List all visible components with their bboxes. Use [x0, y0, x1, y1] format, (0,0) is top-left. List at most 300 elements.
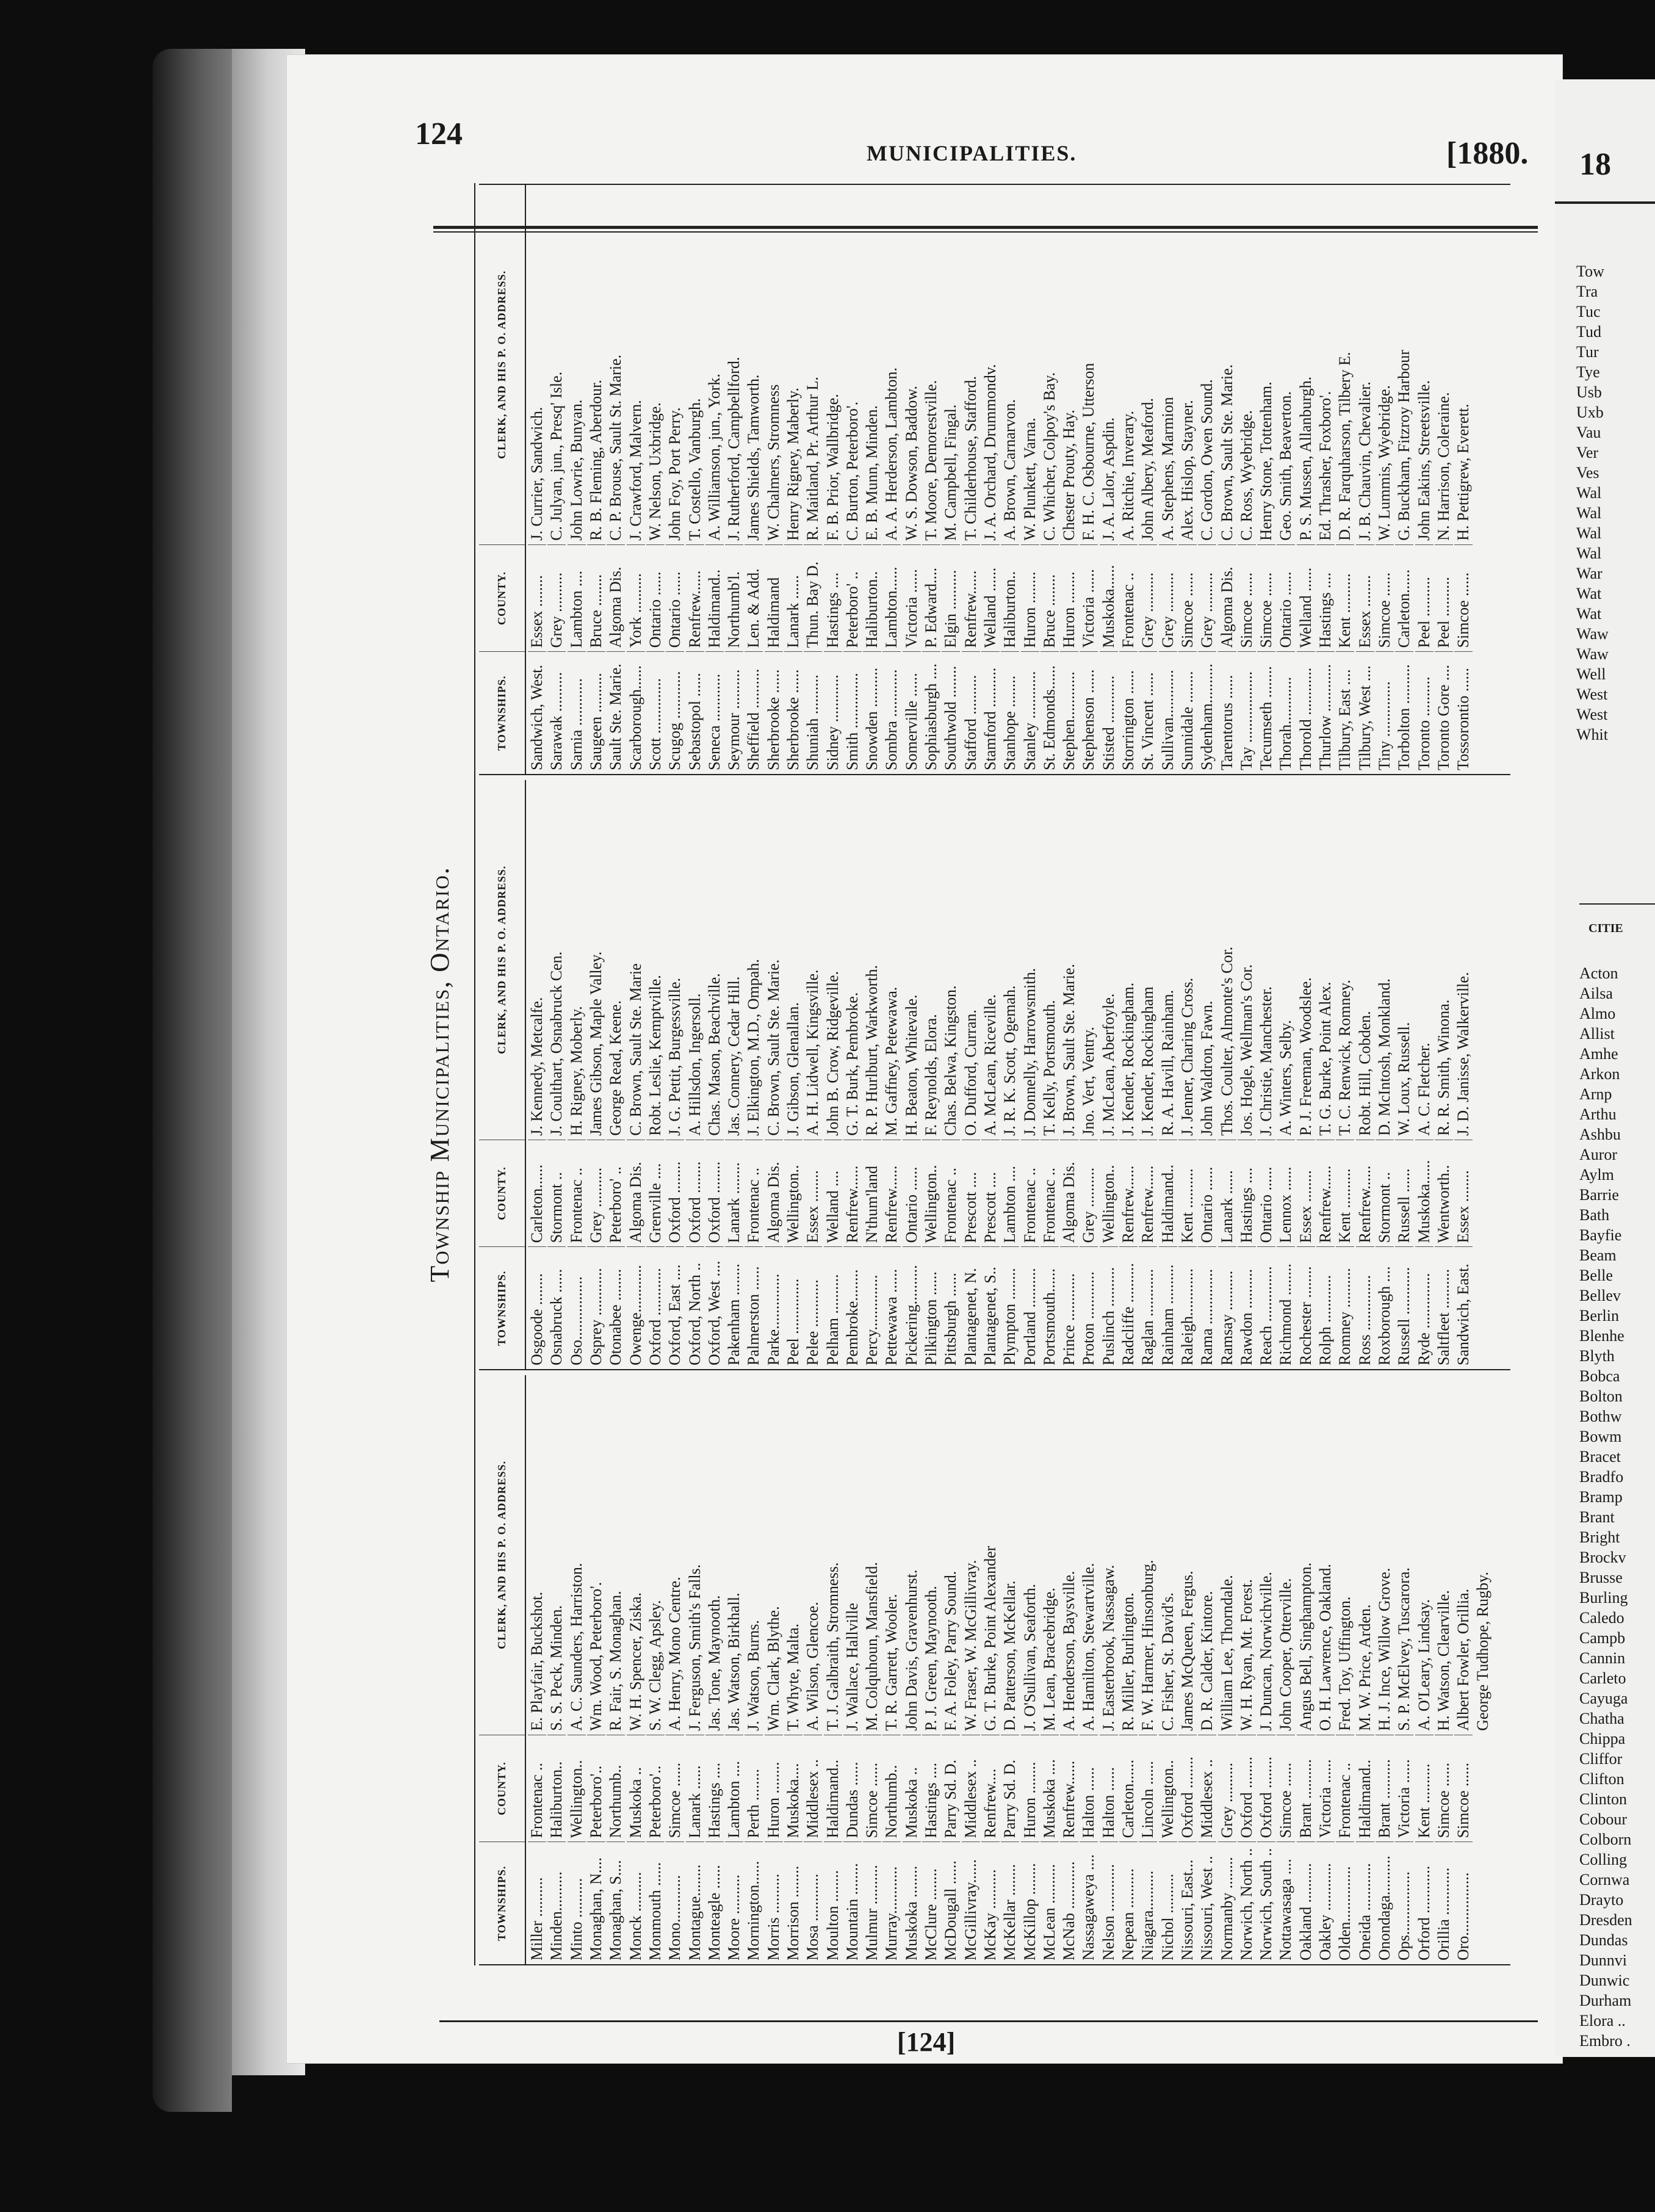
township-cell: Mono............ [666, 1842, 684, 1964]
table-row [1296, 780, 1316, 1369]
county-cell: Algoma Dis. [765, 1140, 783, 1247]
county-cell: Stormont .. [547, 1140, 566, 1247]
clerk-cell: A. O'Leary, Lindsay. [1415, 1599, 1433, 1731]
county-cell: Simcoe ...... [1454, 1735, 1473, 1842]
county-cell: Frontenac .. [1119, 544, 1138, 652]
table-row [1355, 185, 1374, 774]
county-cell: Welland .... [824, 1140, 842, 1247]
county-cell: Lanark ...... [1218, 1140, 1236, 1247]
township-cell: Sherbrooke ...... [784, 651, 802, 774]
clerk-cell: F. A. Foley, Parry Sound. [942, 1570, 960, 1731]
running-title: MUNICIPALITIES. [867, 141, 1077, 165]
county-cell: Frontenac .. [745, 1140, 763, 1247]
county-cell: Kent .......... [1415, 1735, 1433, 1842]
table-row [902, 1375, 921, 1964]
clerk-cell: J. Currier, Sandwich. [528, 407, 546, 541]
list-item: Cannin [1579, 1649, 1626, 1667]
table-row [921, 1375, 941, 1964]
county-cell: Muskoka .. [627, 1735, 645, 1842]
list-item: Blenhe [1579, 1327, 1624, 1345]
township-cell: Ross .............. [1356, 1246, 1374, 1369]
clerk-cell: C. Ross, Wyebridge. [1237, 410, 1255, 541]
list-item: Brusse [1579, 1569, 1623, 1586]
table-row [744, 1375, 763, 1964]
table-block [479, 1375, 1510, 1965]
clerk-cell: D. McIntosh, Monkland. [1375, 978, 1393, 1136]
list-item: Wat [1576, 605, 1602, 623]
table-row [1296, 185, 1316, 774]
table-row [1237, 185, 1257, 774]
col-clerk: CLERK, AND HIS P. O. ADDRESS. [496, 1460, 508, 1649]
clerk-cell: John Waldron, Fawn. [1198, 1000, 1216, 1136]
county-cell: Simcoe ...... [1277, 1735, 1295, 1842]
clerk-cell: A. C. Saunders, Harriston. [567, 1563, 585, 1731]
county-cell: Ontario ...... [1277, 544, 1295, 652]
clerk-cell: Albert Fowler, Orillia. [1454, 1588, 1473, 1731]
table-row [1079, 780, 1098, 1369]
township-cell: Nelson ............ [1100, 1842, 1118, 1964]
clerk-cell: M. Campbell, Fingal. [942, 404, 960, 541]
clerk-cell: J. A. Orchard, Drummondv. [981, 364, 999, 541]
table-row [823, 1375, 842, 1964]
county-cell: Huron ........ [1021, 544, 1039, 652]
table-row [1119, 185, 1138, 774]
township-cell: Nichol .......... [1159, 1842, 1177, 1964]
township-cell: Sherbrooke ...... [765, 651, 783, 774]
clerk-cell: Jas. Tone, Maynooth. [705, 1595, 723, 1731]
county-cell: Russell ...... [1395, 1140, 1413, 1247]
township-cell: Stephen............ [1060, 651, 1078, 774]
table-row [882, 185, 901, 774]
table-row [705, 185, 724, 774]
county-cell: Hastings .... [922, 1735, 940, 1842]
clerk-cell: J. Duncan, Norwichville. [1257, 1572, 1275, 1731]
clerk-cell: Robt. Leslie, Kemptville. [646, 975, 664, 1136]
table-row [705, 780, 724, 1369]
county-cell: Simcoe ...... [1238, 544, 1256, 652]
list-item: Elora .. [1579, 2012, 1626, 2029]
township-cell: Plantagenet, S.. [981, 1246, 1000, 1369]
township-cell: Rainham .......... [1159, 1246, 1177, 1369]
list-item: Cornwa [1579, 1871, 1630, 1889]
county-cell: Renfrew...... [1356, 1140, 1374, 1247]
county-cell: Renfrew...... [1316, 1140, 1335, 1247]
list-item: Bright [1579, 1528, 1620, 1546]
county-cell: Oxford ........ [1257, 1735, 1275, 1842]
clerk-cell: Chester Prouty, Hay. [1060, 410, 1078, 541]
table-row [1394, 780, 1414, 1369]
table-row [784, 780, 803, 1369]
table-row [586, 780, 606, 1369]
clerk-cell: Chas. Belwa, Kingston. [942, 985, 960, 1136]
township-cell: Thorah............ [1277, 651, 1295, 774]
list-item: Embro . [1579, 2032, 1631, 2050]
township-cell: Scarborough...... [627, 651, 645, 774]
township-cell: Snowden .......... [863, 651, 881, 774]
county-cell: Prescott .... [962, 1140, 980, 1247]
list-item: Caledo [1579, 1609, 1624, 1627]
county-cell: Victoria ...... [1395, 1735, 1413, 1842]
list-item: Blyth [1579, 1347, 1615, 1365]
county-cell: Dundas ...... [843, 1735, 862, 1842]
clerk-cell: Wm. Clark, Blythe. [764, 1606, 782, 1731]
clerk-cell: G. T. Burke, Point Alexander [981, 1545, 999, 1731]
clerk-cell: R. R. Smith, Winona. [1434, 999, 1452, 1136]
clerk-cell: William Lee, Thorndale. [1217, 1575, 1236, 1731]
county-cell: Carleton...... [1395, 544, 1413, 652]
county-cell: Haliburton.. [547, 1735, 566, 1842]
clerk-cell: Fred. Toy, Uffington. [1336, 1596, 1354, 1731]
township-cell: Stephenson ...... [1080, 651, 1098, 774]
county-cell: Simcoe ...... [1376, 544, 1394, 652]
county-cell: Haldimand.. [824, 1735, 842, 1842]
clerk-cell: J. D. Janisse, Walkerville. [1454, 972, 1473, 1136]
table-row [961, 1375, 981, 1964]
column-header [479, 1375, 526, 1964]
table-row [1040, 780, 1059, 1369]
county-cell: Peterboro' .. [843, 544, 862, 652]
table-row [1099, 780, 1119, 1369]
township-cell: Ryde .............. [1415, 1246, 1433, 1369]
table-row [1000, 1375, 1020, 1964]
table-row [1237, 780, 1257, 1369]
county-cell: Peel .......... [1415, 544, 1433, 652]
county-cell: Kent .......... [1336, 544, 1354, 652]
township-cell: Proton ............ [1080, 1246, 1098, 1369]
county-cell: Algoma Dis. [1060, 1140, 1078, 1247]
county-cell: Lanark ...... [686, 1735, 704, 1842]
list-item: Almo [1579, 1005, 1616, 1022]
table-row [1434, 780, 1454, 1369]
table-row [981, 1375, 1000, 1964]
county-cell: Renfrew...... [843, 1140, 862, 1247]
clerk-cell: E. Playfair, Buckshot. [528, 1591, 546, 1731]
table-row [1020, 780, 1039, 1369]
county-cell: Haldimand.. [705, 544, 724, 652]
clerk-cell: T. Kelly, Portsmouth. [1040, 1000, 1058, 1136]
table-block [479, 184, 1510, 775]
table-row [1237, 1375, 1257, 1964]
clerk-cell: J. Elkington, M.D., Ompah. [745, 959, 763, 1136]
county-cell: Renfrew.... [981, 1735, 1000, 1842]
township-cell: Osprey ............ [587, 1246, 605, 1369]
list-item: Brant [1579, 1508, 1615, 1526]
table-row [843, 1375, 862, 1964]
clerk-cell: W. Chalmers, Stromness [764, 384, 782, 541]
clerk-cell: T. Whyte, Malta. [784, 1623, 802, 1731]
township-cell: Rolph ............ [1316, 1246, 1335, 1369]
clerk-cell: J. Coulthart, Osnabruck Cen. [547, 951, 566, 1136]
township-cell: Sandwich, West. [528, 651, 546, 774]
table-row [1138, 185, 1158, 774]
table-row [941, 185, 961, 774]
township-cell: Moore .......... [725, 1842, 743, 1964]
township-cell: Pilkington ...... [922, 1246, 940, 1369]
footer-rule [439, 2020, 1538, 2022]
county-cell: Prescott .... [981, 1140, 1000, 1247]
list-item: Ailsa [1579, 985, 1613, 1002]
township-cell: Miller .......... [528, 1842, 546, 1964]
table-row [1217, 780, 1236, 1369]
county-cell: Middlesex .. [1198, 1735, 1216, 1842]
county-cell: Grey .......... [587, 1140, 605, 1247]
rotated-table [424, 183, 1513, 1965]
county-cell: Welland ...... [981, 544, 1000, 652]
list-item: Aylm [1579, 1166, 1614, 1184]
township-cell: Sidney ............ [824, 651, 842, 774]
list-item: Bradfo [1579, 1468, 1624, 1486]
township-cell: Owenge............ [627, 1246, 645, 1369]
table-row [567, 1375, 586, 1964]
county-cell: Renfrew...... [1119, 1140, 1138, 1247]
column-header [479, 185, 526, 774]
county-cell: Lambton...... [882, 544, 901, 652]
clerk-cell: C. Burton, Peterboro'. [843, 401, 861, 541]
county-cell: Simcoe ...... [1454, 544, 1473, 652]
township-cell: Sarnia ............ [568, 651, 586, 774]
table-row [705, 1375, 724, 1964]
township-cell: Saugeen .......... [587, 651, 605, 774]
table-row [1414, 185, 1433, 774]
county-cell: Halton ...... [1100, 1735, 1118, 1842]
table-row [547, 780, 566, 1369]
county-cell: Lanark ...... [784, 544, 802, 652]
col-clerk: CLERK, AND HIS P. O. ADDRESS. [496, 865, 508, 1054]
clerk-cell: M. W. Price, Arden. [1355, 1604, 1374, 1731]
clerk-cell: C. Fisher, St. David's. [1158, 1592, 1177, 1731]
clerk-cell: Robt. Hill, Cobden. [1355, 1011, 1374, 1136]
clerk-cell: Jos. Hogle, Wellman's Cor. [1237, 964, 1255, 1136]
county-cell: Muskoka...... [1415, 1140, 1433, 1247]
clerk-cell: T. Childerhouse, Stafford. [961, 375, 979, 541]
township-cell: Rama .............. [1198, 1246, 1216, 1369]
clerk-cell: A. A. Herderson, Lambton. [882, 367, 901, 541]
county-cell: Grey .......... [1080, 1140, 1098, 1247]
clerk-cell: C. Brown, Sault Ste. Marie. [764, 959, 782, 1136]
table-row [1276, 780, 1296, 1369]
county-cell: Lambton .... [568, 544, 586, 652]
list-item: Belle [1579, 1267, 1613, 1284]
clerk-cell: C. Gordon, Owen Sound. [1198, 379, 1216, 541]
township-cell: Raglan ............ [1139, 1246, 1157, 1369]
table-row [1335, 1375, 1355, 1964]
township-cell: Toronto Gore .... [1435, 651, 1453, 774]
clerk-cell: P. S. Mussen, Allanburgh. [1296, 376, 1314, 541]
table-row [823, 780, 842, 1369]
county-cell: Oxford ........ [705, 1140, 724, 1247]
township-cell: Stanhope ........ [1001, 651, 1019, 774]
table-row [1040, 185, 1059, 774]
township-cell: Oxford, West .... [705, 1246, 724, 1369]
table-row [1178, 185, 1197, 774]
table-row [882, 780, 901, 1369]
township-cell: Sebastopol ...... [686, 651, 704, 774]
table-row [941, 1375, 961, 1964]
table-row [685, 185, 704, 774]
list-item: Chatha [1579, 1710, 1624, 1727]
township-cell: Sheffield .......... [745, 651, 763, 774]
table-row [1099, 1375, 1119, 1964]
township-cell: Normanby ........ [1218, 1842, 1236, 1964]
next-page-fragment [1555, 79, 1655, 2057]
table-row [823, 185, 842, 774]
county-cell: Carleton...... [528, 1140, 546, 1247]
county-cell: Welland ...... [1297, 544, 1315, 652]
clerk-cell: W. S. Dowson, Baddow. [902, 386, 920, 541]
table-row [764, 185, 784, 774]
list-item: Bath [1579, 1206, 1610, 1224]
county-cell: Kent .......... [1178, 1140, 1197, 1247]
table-row [1119, 780, 1138, 1369]
township-cell: Southwold ........ [942, 651, 960, 774]
county-cell: Brant .......... [1376, 1735, 1394, 1842]
clerk-cell: W. Loux, Russell. [1395, 1022, 1413, 1136]
table-row [1434, 1375, 1454, 1964]
clerk-cell: George Tudhope, Rugby. [1474, 1572, 1492, 1731]
clerk-cell: George Read, Keene. [607, 1000, 625, 1136]
township-cell: Radcliffe .......... [1119, 1246, 1138, 1369]
clerk-cell: J. O'Sullivan, Seaforth. [1020, 1583, 1039, 1731]
table-row [1000, 185, 1020, 774]
table-row [862, 185, 882, 774]
clerk-cell: F. W. Harmer, Hinsonburg. [1139, 1560, 1157, 1731]
county-cell: Haldimand [765, 544, 783, 652]
township-cell: McClure ........ [922, 1842, 940, 1964]
county-cell: Middlesex .. [804, 1735, 822, 1842]
table-row [744, 185, 763, 774]
county-cell: Ontario ...... [903, 1140, 921, 1247]
township-cell: Oakland .......... [1297, 1842, 1315, 1964]
table-row [1178, 780, 1197, 1369]
list-item: Dunwic [1579, 1972, 1630, 1989]
township-cell: Scott .............. [646, 651, 665, 774]
clerk-cell: John Davis, Gravenhurst. [902, 1569, 920, 1731]
list-item: Tow [1576, 262, 1604, 280]
township-cell: Murray............ [882, 1842, 901, 1964]
township-cell: Thurlow ............ [1316, 651, 1335, 774]
table-row [1414, 1375, 1433, 1964]
list-item: Cobour [1579, 1810, 1627, 1828]
township-cell: Monaghan, S.... [607, 1842, 625, 1964]
clerk-cell: J. Watson, Burns. [745, 1620, 763, 1731]
table-row [1059, 1375, 1079, 1964]
township-cell: Tarentorus ...... [1218, 651, 1236, 774]
county-cell: Muskoka .... [1040, 1735, 1059, 1842]
county-cell: Hastings .... [824, 544, 842, 652]
county-cell: Ontario ...... [646, 544, 665, 652]
table-row [1197, 780, 1217, 1369]
township-cell: Montague........ [686, 1842, 704, 1964]
clerk-cell: D. R. Farquharson, Tilbery E. [1336, 352, 1354, 541]
list-item: Tud [1576, 323, 1601, 341]
table-row [665, 1375, 685, 1964]
list-item: Carleto [1579, 1669, 1626, 1687]
table-row [1454, 1375, 1473, 1964]
county-cell: Wellington.. [922, 1140, 940, 1247]
township-cell: Russell ............ [1395, 1246, 1413, 1369]
table-row [803, 1375, 823, 1964]
table-row [1296, 1375, 1316, 1964]
list-item: War [1576, 565, 1603, 582]
clerk-cell: J. Jenner, Charing Cross. [1178, 977, 1196, 1136]
clerk-cell: M. Colquhoun, Mansfield. [863, 1562, 881, 1731]
township-cell: Orillia ............ [1435, 1842, 1453, 1964]
township-cell: McKellar ........ [1001, 1842, 1019, 1964]
clerk-cell: J. McLean, Aberfoyle. [1099, 993, 1117, 1136]
county-cell: Bruce ........ [587, 544, 605, 652]
township-cell: Pelee ............ [804, 1246, 822, 1369]
clerk-cell: J. R. K. Scott, Ogemah. [1001, 985, 1019, 1136]
clerk-cell: N. Harrison, Coleraine. [1434, 392, 1452, 541]
clerk-cell: Geo. Smith, Beaverton. [1277, 391, 1295, 541]
county-cell: Huron ........ [1060, 544, 1078, 652]
table-row [1217, 1375, 1236, 1964]
county-cell: Muskoka .. [903, 1735, 921, 1842]
county-cell: Renfrew...... [1139, 1140, 1157, 1247]
county-cell: Hastings .... [1316, 544, 1335, 652]
county-cell: Ontario ...... [666, 544, 684, 652]
next-page-section-rule [1579, 903, 1655, 905]
table-row [1217, 185, 1236, 774]
township-cell: McGillivray...... [962, 1842, 980, 1964]
township-cell: Orford ............ [1415, 1842, 1433, 1964]
county-cell: Grey .......... [547, 544, 566, 652]
county-cell: N'thum'land [863, 1140, 881, 1247]
table-row [1394, 185, 1414, 774]
page-number: 124 [415, 117, 463, 151]
clerk-cell: J. Gibson, Glenallan. [784, 1002, 802, 1136]
county-cell: Bruce ........ [1040, 544, 1059, 652]
clerk-cell: J. Brown, Sault Ste. Marie. [1060, 964, 1078, 1136]
clerk-cell: S. P. McElvey, Tuscarora. [1395, 1567, 1413, 1731]
township-cell: Toronto .......... [1415, 651, 1433, 774]
list-item: Clinton [1579, 1790, 1628, 1808]
clerk-cell: W. H. Ryan, Mt. Forest. [1237, 1579, 1255, 1731]
table-row [626, 780, 645, 1369]
clerk-cell: Jas. Connery, Cedar Hill. [725, 976, 743, 1136]
clerk-cell: A. Wilson, Glencoe. [804, 1602, 822, 1731]
township-cell: Seymour .......... [725, 651, 743, 774]
list-item: Barrie [1579, 1186, 1619, 1204]
table-row [843, 780, 862, 1369]
clerk-cell: C. Julyan, jun., Presq' Isle. [547, 371, 566, 541]
clerk-cell: H. Beaton, Whitevale. [902, 994, 920, 1136]
township-cell: Minden.......... [547, 1842, 566, 1964]
clerk-cell: O. H. Lawrence, Oakland. [1316, 1564, 1335, 1731]
clerk-cell: J. Christie, Manchester. [1257, 986, 1275, 1136]
township-cell: Olden.............. [1336, 1842, 1354, 1964]
list-item: Bracet [1579, 1448, 1621, 1466]
county-cell: Stormont .. [1376, 1140, 1394, 1247]
county-cell: Oxford ........ [1178, 1735, 1197, 1842]
list-item: Wal [1576, 504, 1602, 522]
county-cell: Lincoln ...... [1139, 1735, 1157, 1842]
clerk-cell: A. Hamilton, Stewartville. [1080, 1563, 1098, 1731]
clerk-cell: Wm. Wood, Peterboro'. [587, 1581, 605, 1731]
county-cell: Algoma Dis. [1218, 544, 1236, 652]
folio: [124] [897, 2027, 956, 2057]
township-cell: Monteagle ...... [705, 1842, 724, 1964]
county-cell: Parry Sd. D. [1001, 1735, 1019, 1842]
county-cell: Renfrew...... [962, 544, 980, 652]
table-row [1355, 780, 1374, 1369]
table-row [1197, 1375, 1217, 1964]
township-cell: Sunnidale ........ [1178, 651, 1197, 774]
county-cell: Haliburton.. [863, 544, 881, 652]
county-cell: Simcoe ...... [1435, 1735, 1453, 1842]
township-cell: Sydenham.......... [1198, 651, 1216, 774]
township-cell: Somerville ...... [903, 651, 921, 774]
